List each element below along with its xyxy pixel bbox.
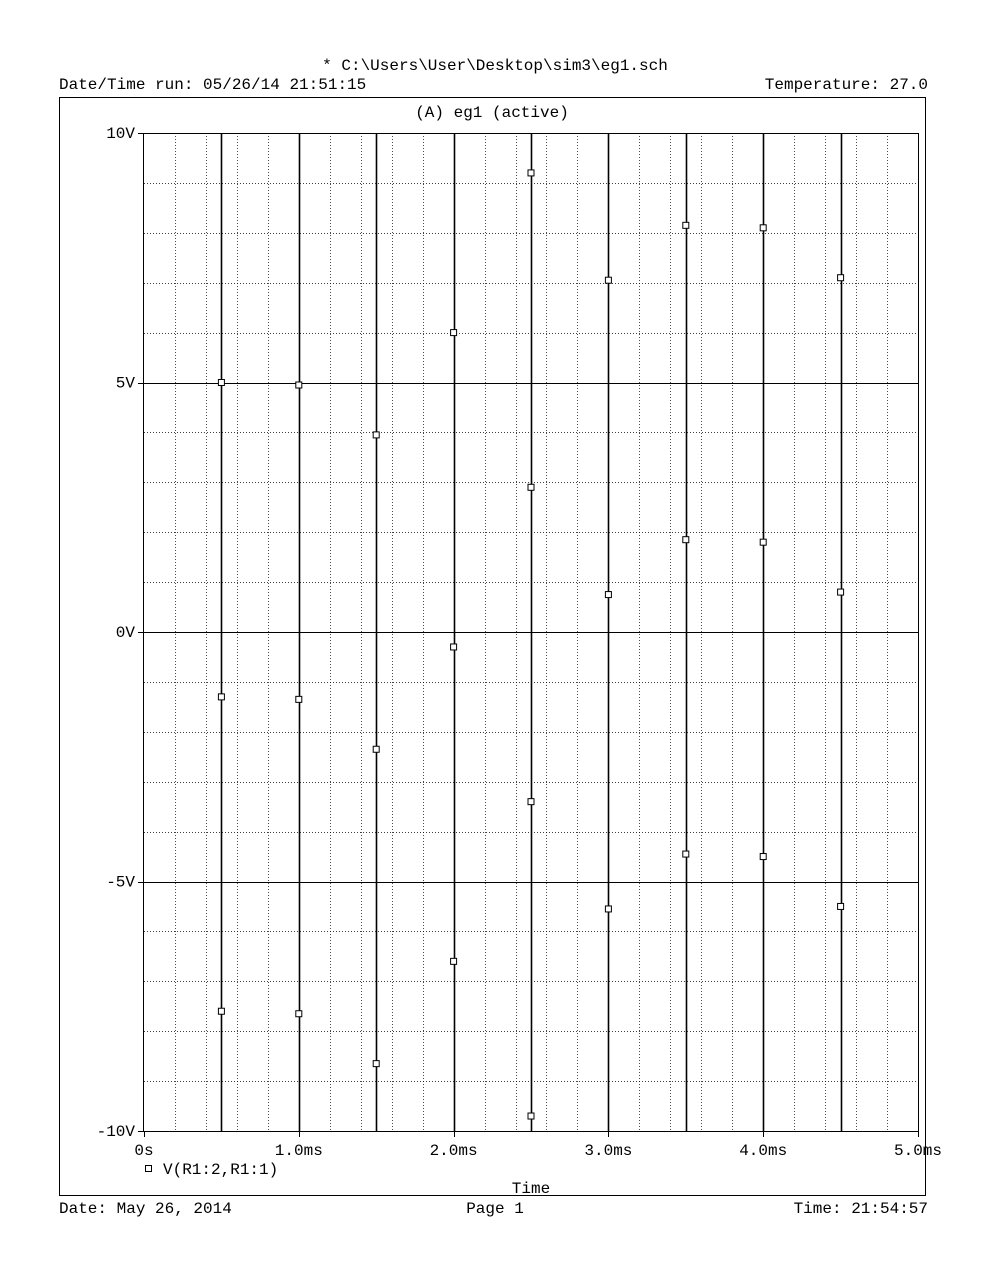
data-point-marker <box>451 330 457 336</box>
data-point-marker <box>528 170 534 176</box>
data-point-marker <box>218 1008 224 1014</box>
run-date-time: Date/Time run: 05/26/14 21:51:15 <box>59 76 367 94</box>
axis-ticks <box>138 134 919 1138</box>
data-point-marker <box>296 1011 302 1017</box>
x-tick-label: 5.0ms <box>893 1142 943 1160</box>
data-point-marker <box>451 958 457 964</box>
data-point-marker <box>528 1113 534 1119</box>
temperature: Temperature: 27.0 <box>764 76 928 94</box>
data-point-marker <box>605 906 611 912</box>
y-tick-label: 10V <box>106 125 135 143</box>
data-point-marker <box>218 694 224 700</box>
data-point-marker <box>218 380 224 386</box>
plot-frame <box>60 98 926 1196</box>
data-point-marker <box>373 1061 379 1067</box>
data-point-marker <box>683 222 689 228</box>
footer-date: Date: May 26, 2014 <box>59 1200 232 1218</box>
legend <box>146 1161 279 1179</box>
x-tick-label: 1.0ms <box>274 1142 323 1160</box>
data-point-marker <box>451 644 457 650</box>
footer-page: Page 1 <box>466 1200 524 1218</box>
x-tick-label: 0s <box>134 1142 154 1160</box>
y-tick-label: 5V <box>115 374 135 393</box>
data-point-marker <box>760 539 766 545</box>
data-point-marker <box>838 589 844 595</box>
data-point-marker <box>838 275 844 281</box>
data-point-marker <box>373 746 379 752</box>
x-tick-label: 4.0ms <box>739 1142 788 1160</box>
data-point-marker <box>838 903 844 909</box>
x-tick-label: 3.0ms <box>584 1142 633 1160</box>
data-point-marker <box>605 277 611 283</box>
data-point-marker <box>373 432 379 438</box>
data-point-marker <box>683 851 689 857</box>
y-tick-label: -10V <box>96 1123 135 1141</box>
y-tick-label: -5V <box>106 873 135 892</box>
data-point-marker <box>760 225 766 231</box>
data-point-marker <box>296 696 302 702</box>
y-tick-label: 0V <box>115 624 135 642</box>
legend-label: V(R1:2,R1:1) <box>163 1161 279 1179</box>
data-point-marker <box>605 592 611 598</box>
x-tick-labels <box>134 1142 942 1160</box>
legend-marker <box>146 1166 152 1172</box>
y-tick-labels <box>97 125 136 1141</box>
x-axis-label: Time <box>511 1180 551 1198</box>
data-point-marker <box>528 799 534 805</box>
chart-title: (A) eg1 (active) <box>415 104 569 122</box>
footer-time: Time: 21:54:57 <box>793 1200 928 1218</box>
data-point-marker <box>296 382 302 388</box>
data-point-marker <box>683 537 689 543</box>
x-tick-label: 2.0ms <box>429 1142 478 1160</box>
file-path: * C:\Users\User\Desktop\sim3\eg1.sch <box>322 57 668 75</box>
data-point-marker <box>528 484 534 490</box>
data-point-marker <box>760 854 766 860</box>
